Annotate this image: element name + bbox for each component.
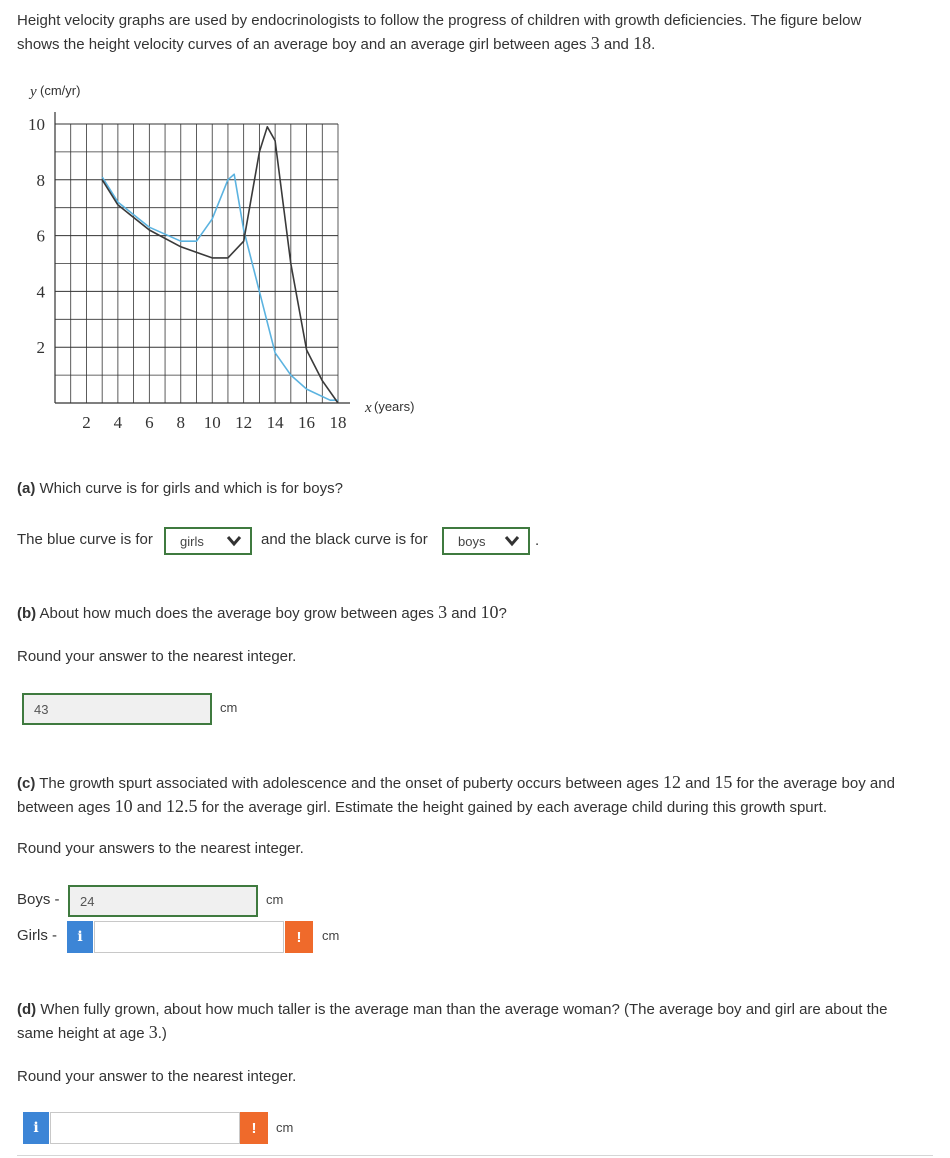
- x-tick-label: 4: [113, 413, 123, 432]
- chevron-down-icon: [226, 535, 242, 547]
- boys-answer-input[interactable]: 24: [68, 885, 258, 917]
- part-d-age: 3: [148, 1022, 158, 1042]
- part-d-info-button[interactable]: i: [23, 1112, 49, 1144]
- part-c-age-1: 12: [662, 772, 681, 792]
- black-curve-select[interactable]: [442, 527, 530, 555]
- part-a-sentence-1: The blue curve is for: [17, 531, 153, 548]
- part-c-text-5: and: [132, 799, 166, 816]
- part-a-question: [17, 478, 343, 500]
- part-d-question: [17, 999, 932, 1045]
- height-velocity-chart: [0, 70, 440, 450]
- intro-line-1: Height velocity graphs are used by endocrinologists to follow the progress of children with growth deficiencies. The figure below: [17, 12, 862, 29]
- chart-series: [102, 127, 338, 403]
- part-a-label: (a): [17, 480, 36, 497]
- part-b-question: [17, 601, 507, 625]
- part-b-and: and: [447, 605, 481, 622]
- y-tick-label: 10: [28, 115, 45, 134]
- y-tick-label: 6: [36, 226, 45, 246]
- part-d-text-1: When fully grown, about how much taller is the average man than the average woman? (The average boy and girl are about the: [36, 1001, 888, 1018]
- girls-label: Girls -: [17, 927, 57, 944]
- x-tick-label: 8: [176, 413, 186, 432]
- x-tick-label: 14: [266, 413, 284, 432]
- part-a-text: Which curve is for girls and which is for boys?: [35, 480, 343, 497]
- boys-unit: cm: [266, 892, 284, 907]
- blue-curve-select[interactable]: [164, 527, 252, 555]
- part-c-question: [17, 771, 932, 819]
- bottom-divider: [17, 1155, 933, 1156]
- part-d-instruction: Round your answer to the nearest integer.: [17, 1068, 297, 1085]
- girls-unit: cm: [322, 928, 340, 943]
- girls-info-button[interactable]: i: [67, 921, 93, 953]
- x-tick-label: 12: [235, 413, 253, 432]
- part-c-text-2: and: [680, 775, 715, 792]
- girls-answer-input[interactable]: [94, 921, 284, 953]
- part-b-age-a: 3: [438, 602, 448, 622]
- x-tick-label: 2: [82, 413, 91, 432]
- part-d-label: (d): [17, 1001, 37, 1018]
- part-c-text-1: The growth spurt associated with adolescence and the onset of puberty occurs between ages: [35, 775, 663, 792]
- chevron-down-icon: [504, 535, 520, 547]
- y-tick-label: 4: [36, 282, 45, 302]
- intro-and: and: [599, 36, 634, 53]
- part-d-unit: cm: [276, 1120, 294, 1135]
- part-d-text-2: same height at age: [17, 1025, 149, 1042]
- intro-age-start: 3: [590, 33, 600, 53]
- part-d-text-3: .): [157, 1025, 167, 1042]
- part-a-period: .: [535, 532, 540, 549]
- part-a-sentence-2: and the black curve is for: [261, 531, 428, 548]
- part-c-age-3: 10: [114, 796, 133, 816]
- intro-line-2: shows the height velocity curves of an average boy and an average girl between ages: [17, 36, 591, 53]
- part-b-age-b: 10: [480, 602, 499, 622]
- y-tick-label: 2: [36, 338, 45, 358]
- x-tick-label: 16: [298, 413, 316, 432]
- part-c-text-6: for the average girl. Estimate the height gained by each average child during this growth spurt.: [197, 799, 827, 816]
- x-axis-var: x: [365, 400, 372, 416]
- part-b-text-2: ?: [498, 605, 507, 622]
- part-b-instruction: Round your answer to the nearest integer.: [17, 648, 297, 665]
- blue-curve-select-value: girls: [180, 533, 204, 549]
- y-tick-label: 8: [36, 170, 45, 190]
- intro-age-end: 18: [633, 33, 652, 53]
- part-b-label: (b): [17, 605, 37, 622]
- part-b-unit: cm: [220, 700, 238, 715]
- problem-intro: [17, 10, 927, 56]
- part-c-label: (c): [17, 775, 36, 792]
- black-curve-select-value: boys: [458, 533, 486, 549]
- x-tick-label: 6: [145, 413, 154, 432]
- girls-warning-icon[interactable]: !: [285, 921, 313, 953]
- series-line-boys: [102, 127, 338, 403]
- chart-grid: [55, 124, 338, 403]
- series-line-girls: [102, 174, 338, 400]
- part-c-text-4: between ages: [17, 799, 115, 816]
- chart-axes: [55, 112, 350, 403]
- x-axis-unit: (years): [374, 399, 415, 414]
- part-c-instruction: Round your answers to the nearest integer.: [17, 840, 304, 857]
- x-tick-label: 18: [329, 413, 347, 432]
- part-c-age-2: 15: [714, 772, 733, 792]
- y-axis-unit: (cm/yr): [40, 83, 81, 98]
- part-b-answer-input[interactable]: 43: [22, 693, 212, 725]
- boys-label: Boys -: [17, 891, 60, 908]
- part-c-age-4: 12.5: [165, 796, 198, 816]
- part-c-text-3: for the average boy and: [732, 775, 895, 792]
- x-tick-label: 10: [203, 413, 221, 432]
- part-d-warning-icon[interactable]: !: [240, 1112, 268, 1144]
- part-d-answer-input[interactable]: [50, 1112, 240, 1144]
- intro-period: .: [651, 36, 656, 53]
- y-axis-var: y: [30, 84, 37, 100]
- part-b-text-1: About how much does the average boy grow between ages: [36, 605, 439, 622]
